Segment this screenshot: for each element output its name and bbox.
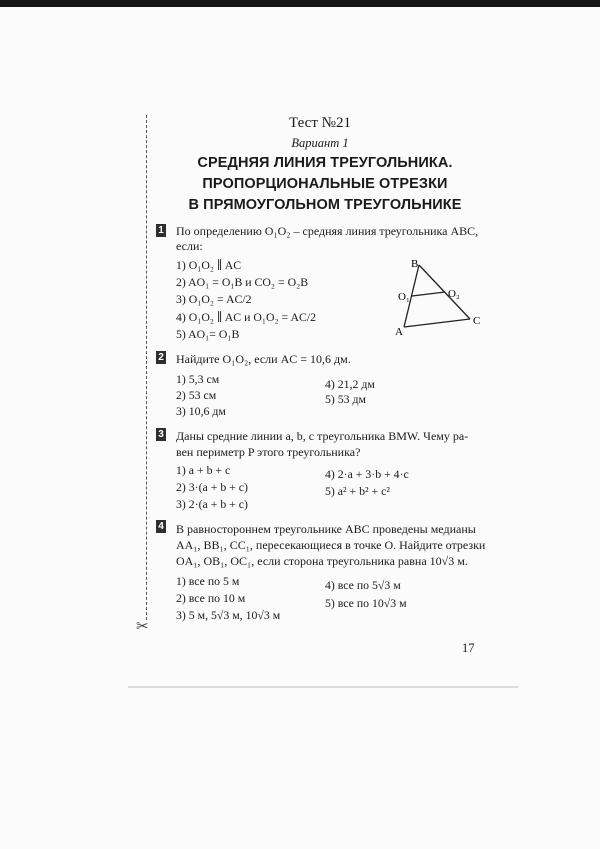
question-4-text-line-2: AA₁, BB₁, CC₁, пересекающиеся в точке O. Найдите отрезки	[176, 538, 486, 552]
answer-option[interactable]: 5) AO₁= O₁B	[176, 327, 240, 341]
scan-top-border	[0, 0, 600, 7]
answer-option[interactable]: 2) 3·(a + b + c)	[176, 480, 248, 494]
triangle-figure	[392, 255, 492, 340]
question-number: 1	[156, 224, 166, 237]
answer-option[interactable]: 5) все по 10√3 м	[325, 596, 407, 610]
answer-option[interactable]: 1) 5,3 см	[176, 372, 220, 386]
answer-option[interactable]: 3) 2·(a + b + c)	[176, 497, 248, 511]
answer-option[interactable]: 1) все по 5 м	[176, 574, 240, 588]
question-3-text-line-2: вен периметр P этого треугольника?	[176, 445, 361, 459]
answer-option[interactable]: 4) O₁O₂ ∥ AC и O₁O₂ = AC/2	[176, 310, 317, 324]
answer-option[interactable]: 3) O₁O₂ = AC/2	[176, 292, 252, 306]
question-4-text-line-1: В равностороннем треугольнике ABC проведены медианы	[176, 522, 476, 536]
midline-o1o2	[412, 292, 445, 296]
question-2-text: Найдите O₁O₂, если AC = 10,6 дм.	[176, 352, 351, 366]
worksheet-page	[0, 7, 600, 849]
scissors-icon: ✂	[136, 617, 149, 635]
vertex-label-c: C	[473, 315, 481, 327]
answer-option[interactable]: 4) 2·a + 3·b + 4·c	[325, 467, 409, 481]
vertex-label-b: B	[411, 258, 419, 270]
answer-option[interactable]: 5) 53 дм	[325, 392, 366, 406]
answer-option[interactable]: 3) 10,6 дм	[176, 404, 226, 418]
question-number: 4	[156, 520, 166, 533]
question-1-text-line-1: По определению O₁O₂ – средняя линия треугольника ABC,	[176, 224, 479, 238]
question-1-text-line-2: если:	[176, 239, 203, 253]
point-label-o1: O₁	[398, 291, 410, 303]
topic-title-line-1: СРЕДНЯЯ ЛИНИЯ ТРЕУГОЛЬНИКА.	[197, 155, 453, 171]
answer-option[interactable]: 4) 21,2 дм	[325, 377, 375, 391]
answer-option[interactable]: 2) AO₁ = O₁B и CO₂ = O₂B	[176, 275, 309, 289]
question-3-text-line-1: Даны средние линии a, b, c треугольника BMW. Чему ра-	[176, 429, 469, 443]
variant-label: Вариант 1	[291, 136, 349, 150]
question-4-text-line-3: OA₁, OB₁, OC₁, если сторона треугольника равна 10√3 м.	[176, 554, 468, 568]
question-number: 3	[156, 428, 166, 441]
answer-option[interactable]: 4) все по 5√3 м	[325, 578, 401, 592]
topic-title-line-3: В ПРЯМОУГОЛЬНОМ ТРЕУГОЛЬНИКЕ	[188, 197, 462, 213]
question-number: 2	[156, 351, 166, 364]
answer-option[interactable]: 5) a² + b² + c²	[325, 484, 390, 498]
answer-option[interactable]: 1) a + b + c	[176, 463, 231, 477]
answer-option[interactable]: 3) 5 м, 5√3 м, 10√3 м	[176, 608, 281, 622]
point-label-o2: O₂	[448, 288, 460, 300]
side-ac	[404, 319, 470, 327]
test-title: Тест №21	[289, 115, 351, 131]
answer-option[interactable]: 2) 53 см	[176, 388, 217, 402]
page-edge-shadow	[128, 686, 518, 688]
page-number: 17	[462, 641, 475, 655]
topic-title-line-2: ПРОПОРЦИОНАЛЬНЫЕ ОТРЕЗКИ	[202, 176, 448, 192]
vertex-label-a: A	[395, 326, 403, 338]
answer-option[interactable]: 1) O₁O₂ ∥ AC	[176, 258, 242, 272]
answer-option[interactable]: 2) все по 10 м	[176, 591, 246, 605]
